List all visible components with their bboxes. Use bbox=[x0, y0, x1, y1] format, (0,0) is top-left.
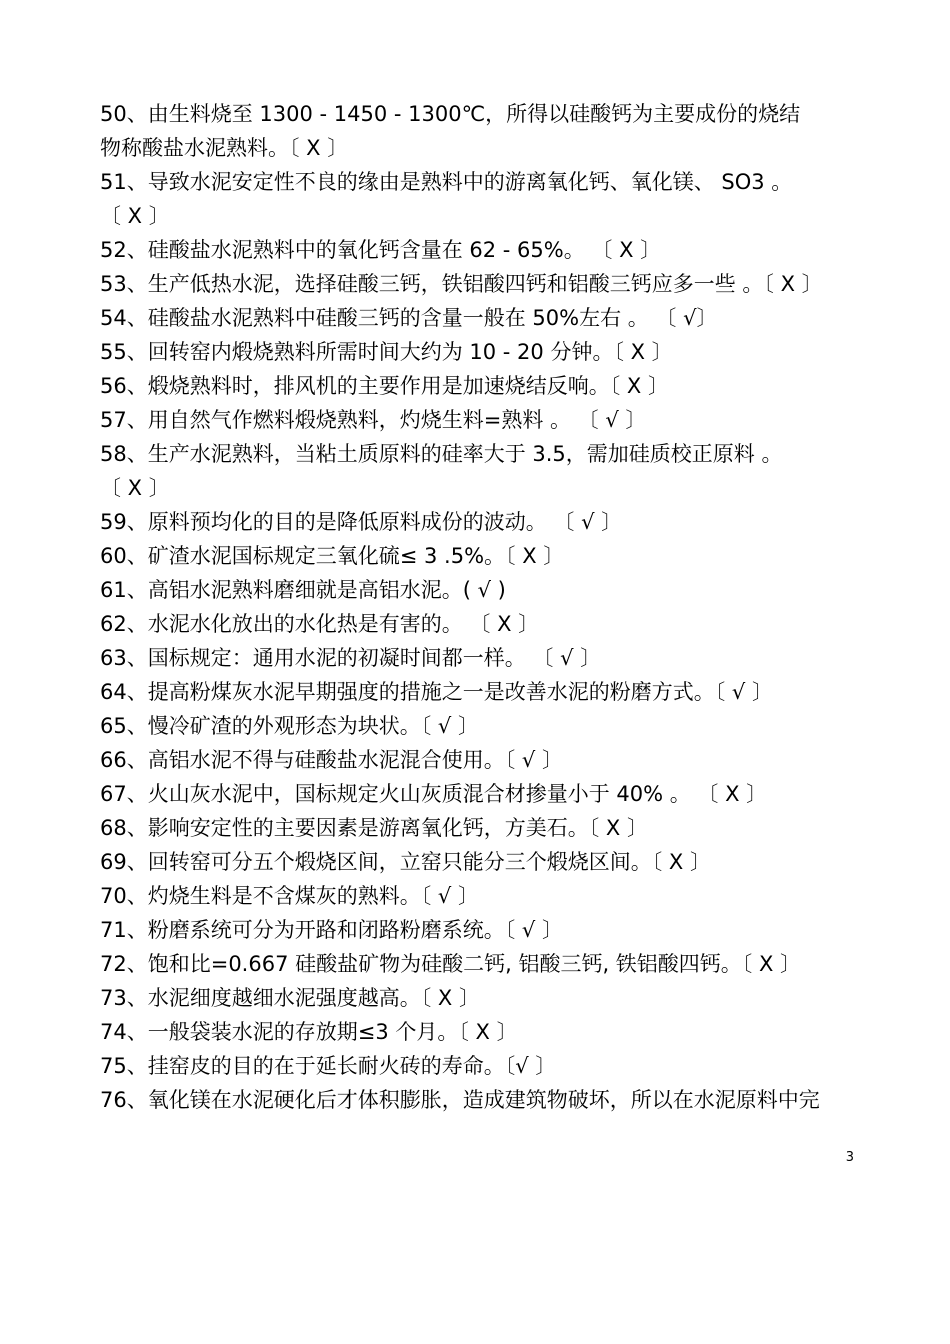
question-line: 59、原料预均化的目的是降低原料成份的波动。 〔 √ 〕 bbox=[100, 510, 623, 534]
question-line: 69、回转窑可分五个煅烧区间，立窑只能分三个煅烧区间。〔 X 〕 bbox=[100, 850, 711, 874]
question-line: 63、国标规定：通用水泥的初凝时间都一样。 〔 √ 〕 bbox=[100, 646, 602, 670]
question-line: 64、提高粉煤灰水泥早期强度的措施之一是改善水泥的粉磨方式。〔 √ 〕 bbox=[100, 680, 773, 704]
question-line: 58、生产水泥熟料，当粘土质原料的硅率大于 3.5，需加硅质校正原料 。 bbox=[100, 442, 783, 466]
question-list bbox=[100, 97, 852, 1117]
question-line: 53、生产低热水泥，选择硅酸三钙，铁铝酸四钙和铝酸三钙应多一些 。〔 X 〕 bbox=[100, 272, 823, 296]
question-line: 74、一般袋装水泥的存放期≤3 个月。〔 X 〕 bbox=[100, 1020, 518, 1044]
question-line: 50、由生料烧至 1300 - 1450 - 1300℃，所得以硅酸钙为主要成份的烧结 bbox=[100, 102, 801, 126]
question-line: 75、挂窑皮的目的在于延长耐火砖的寿命。〔√ 〕 bbox=[100, 1054, 557, 1078]
question-line: 〔 X 〕 bbox=[100, 204, 170, 228]
question-line: 52、硅酸盐水泥熟料中的氧化钙含量在 62 - 65%。 〔 X 〕 bbox=[100, 238, 662, 262]
question-line: 56、煅烧熟料时，排风机的主要作用是加速烧结反响。〔 X 〕 bbox=[100, 374, 669, 398]
question-line: 55、回转窑内煅烧熟料所需时间大约为 10 - 20 分钟。〔 X 〕 bbox=[100, 340, 673, 364]
question-line: 68、影响安定性的主要因素是游离氧化钙，方美石。〔 X 〕 bbox=[100, 816, 648, 840]
question-line: 57、用自然气作燃料煅烧熟料，灼烧生料=熟料 。 〔 √ 〕 bbox=[100, 408, 647, 432]
question-line: 51、导致水泥安定性不良的缘由是熟料中的游离氧化钙、氧化镁、 SO3 。 bbox=[100, 170, 793, 194]
question-line: 54、硅酸盐水泥熟料中硅酸三钙的含量一般在 50%左右 。 〔 √〕 bbox=[100, 306, 718, 330]
question-line: 60、矿渣水泥国标规定三氧化硫≤ 3 .5%。〔 X 〕 bbox=[100, 544, 565, 568]
question-line: 67、火山灰水泥中，国标规定火山灰质混合材掺量小于 40% 。 〔 X 〕 bbox=[100, 782, 768, 806]
question-line: 70、灼烧生料是不含煤灰的熟料。〔 √ 〕 bbox=[100, 884, 479, 908]
page-number: 3 bbox=[845, 1150, 854, 1165]
question-line: 〔 X 〕 bbox=[100, 476, 170, 500]
question-line: 65、慢冷矿渣的外观形态为块状。〔 √ 〕 bbox=[100, 714, 479, 738]
question-line: 61、高铝水泥熟料磨细就是高铝水泥。( √ ) bbox=[100, 578, 506, 602]
question-line: 76、氧化镁在水泥硬化后才体积膨胀，造成建筑物破坏，所以在水泥原料中完 bbox=[100, 1088, 820, 1112]
question-line: 73、水泥细度越细水泥强度越高。〔 X 〕 bbox=[100, 986, 480, 1010]
question-line: 物称酸盐水泥熟料。〔 X 〕 bbox=[100, 136, 349, 160]
question-line: 66、高铝水泥不得与硅酸盐水泥混合使用。〔 √ 〕 bbox=[100, 748, 563, 772]
question-line: 71、粉磨系统可分为开路和闭路粉磨系统。〔 √ 〕 bbox=[100, 918, 563, 942]
question-line: 62、水泥水化放出的水化热是有害的。 〔 X 〕 bbox=[100, 612, 540, 636]
question-line: 72、饱和比=0.667 硅酸盐矿物为硅酸二钙, 铝酸三钙, 铁铝酸四钙。〔 X 〕 bbox=[100, 952, 802, 976]
